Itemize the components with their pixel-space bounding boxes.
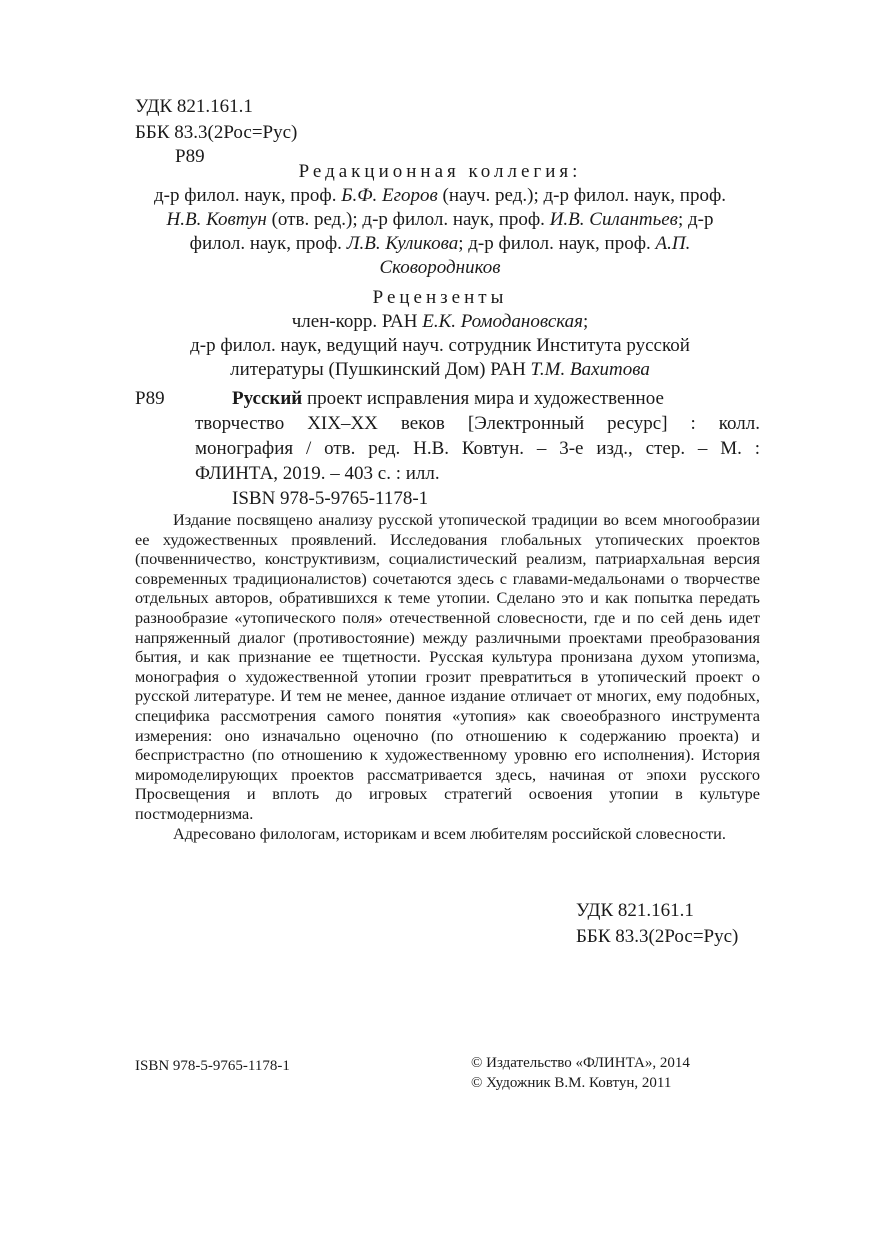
copyright-artist: © Художник В.М. Ковтун, 2011	[471, 1075, 672, 1091]
classification-footer	[576, 898, 738, 950]
editor-name: Н.В. Ковтун	[166, 209, 267, 230]
udk-code: УДК 821.161.1	[576, 900, 694, 921]
reviewer-name: Т.М. Вахитова	[530, 359, 650, 380]
editor-name: А.П. Сковородников	[379, 233, 691, 278]
editorial-heading: Редакционная коллегия:	[298, 161, 582, 182]
bbk-code: ББК 83.3(2Рос=Рус)	[576, 926, 739, 947]
udk-code: УДК 821.161.1	[135, 96, 253, 117]
abstract-paragraph: Адресовано филологам, историкам и всем любителям российской словесности.	[173, 823, 726, 843]
reviewer-name: Е.К. Ромодановская	[422, 311, 584, 332]
editor-name: И.В. Силантьев	[549, 209, 678, 230]
catalog-entry	[135, 386, 760, 511]
editor-name: Б.Ф. Егоров	[341, 185, 438, 206]
classification-header	[135, 94, 297, 146]
copyright	[471, 1053, 690, 1093]
catalog-line-2: творчество XIX–XX веков [Электронный ресурс] : колл.	[195, 413, 760, 434]
editorial-members: д-р филол. наук, проф. Б.Ф. Егоров (науч. ред.); д-р филол. наук, проф. Н.В. Ковтун (отв. ред.); д-р филол. наук, проф. И.В. Силантьев; д-р филол. наук, проф. Л.В. Куликова; д-р филол. наук, проф. А.П. Сковородников	[153, 185, 727, 278]
author-mark: Р89	[175, 146, 205, 167]
catalog-isbn: ISBN 978-5-9765-1178-1	[232, 488, 429, 509]
abstract	[135, 510, 760, 843]
editorial-board	[120, 160, 760, 280]
bbk-code: ББК 83.3(2Рос=Рус)	[135, 122, 298, 143]
editor-name: Л.В. Куликова	[346, 233, 459, 254]
isbn-footer: ISBN 978-5-9765-1178-1	[135, 1058, 290, 1074]
copyright-publisher: © Издательство «ФЛИНТА», 2014	[471, 1055, 690, 1071]
reviewers	[120, 286, 760, 382]
catalog-line-3: монография / отв. ред. Н.В. Ковтун. – 3-е изд., стер. – М. :	[195, 438, 760, 459]
reviewer-2: д-р филол. наук, ведущий науч. сотрудник Института русской литературы (Пушкинский Дом) РАН Т.М. Вахитова	[190, 335, 690, 380]
reviewers-heading: Рецензенты	[372, 287, 508, 308]
catalog-line-4: ФЛИНТА, 2019. – 403 с. : илл.	[195, 463, 440, 484]
catalog-title-line: Русский проект исправления мира и художественное	[232, 388, 664, 409]
abstract-paragraph: Издание посвящено анализу русской утопической традиции во всем многообразии ее художественных проявлений. Исследования глобальных утопических проектов (почвенничество, конструктивизм, социалистический реализм, патриархальная версия современных традиционалистов) сочетаются здесь с главами-медальонами о творчестве отдельных авторов, обратившихся к теме утопии. Сделано это и как попытка передать разнообразие «утопического поля» отечественной словесности, где и по сей день идет напряженный диалог (противостояние) между различными проектами преобразования бытия, и как признание ее тщетности. Русская культура пронизана духом утопизма, монография о художественной утопии грозит превратиться в утопический проект о русской литературе. И тем не менее, данное издание отличает от многих, ему подобных, специфика рассмотрения самого понятия «утопия» как своеобразного инструмента измерения: оно изначально оценочно (по отношению к содержанию проекта) и беспристрастно (по отношению к художественному уровню его исполнения). История миромоделирующих проектов рассматривается здесь, начиная от эпохи русского Просвещения и вплоть до игровых стратегий освоения утопии в культуре постмодернизма.	[135, 510, 760, 823]
catalog-code: Р89	[135, 388, 165, 409]
reviewer-1: член-корр. РАН Е.К. Ромодановская;	[291, 311, 589, 332]
